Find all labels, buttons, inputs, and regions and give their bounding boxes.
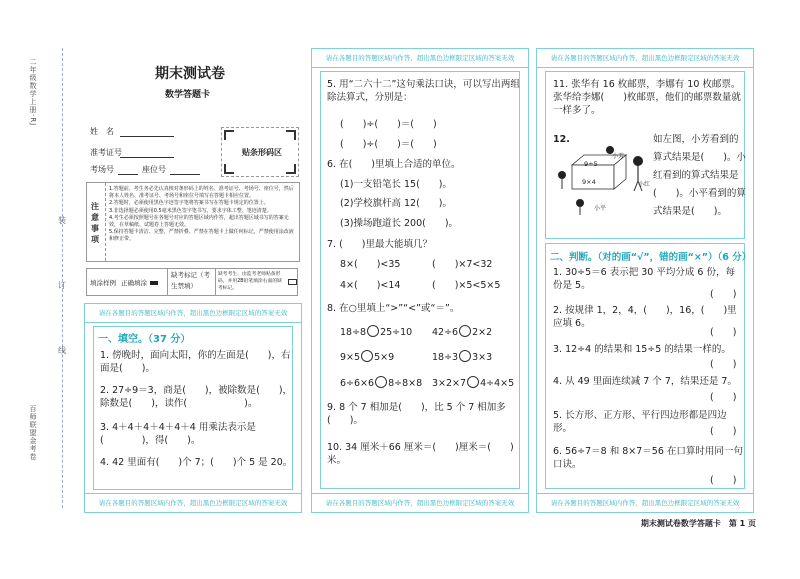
note-2: 2.答题时，必须使用黑色字迹签字笔将答案书写在答题卡规定的位置上。 — [109, 200, 269, 207]
note-4: 4.考生必须按照题号在各题号对应的答题区域内作答，超出答题区域书写的答案无效，在草稿纸、试题卷上答题无效。 — [109, 214, 289, 229]
q8: 8. 在○里填上“>”“<”或“＝”。 — [327, 303, 460, 314]
q1: 1. 傍晚时，面向太阳，你的左面是( )，右面是( )。 — [100, 350, 291, 374]
q12-number: 12. — [553, 134, 570, 145]
binding-char-2: 订 — [58, 281, 66, 290]
judge-answer-4[interactable]: ( ) — [710, 392, 737, 403]
q7-item-2: ( )×7<32 — [432, 259, 493, 270]
q8-row-3b: 3×2×7 4÷4×5 — [432, 378, 515, 389]
absent-note: 缺考考生，由监考老师贴条形码，并用2B铅笔填涂右面的缺考标记。 — [218, 272, 282, 291]
fill-sample-label: 填涂样例 — [90, 279, 116, 287]
judge-answer-2[interactable]: ( ) — [710, 327, 737, 338]
q3: 3. 4＋4＋4＋4＋4＋4 用乘法表示是( )，得( )。 — [100, 422, 256, 446]
q5-equation-2: ( )÷( )＝( ) — [340, 139, 437, 150]
compare-circle[interactable] — [361, 350, 373, 362]
seat-field[interactable] — [170, 174, 200, 175]
card-title: 期末测试卷 — [155, 66, 225, 82]
box-top-label: 9÷5 — [584, 160, 598, 168]
seat-label: 座位号 — [142, 165, 166, 174]
binding-char-1: 装 — [58, 216, 66, 225]
exam-no-field[interactable] — [120, 157, 174, 158]
barcode-label: 贴条形码区 — [242, 148, 282, 157]
box-front-label: 9×4 — [582, 178, 596, 186]
name-label: 姓 名 — [90, 127, 114, 136]
section1-heading: 一、填空。（37 分） — [98, 334, 191, 345]
q8-row-1a: 18÷8 25÷10 — [340, 327, 413, 338]
judge-item-5: 5. 长方形、正方形、平行四边形都是四边形。 — [553, 410, 727, 434]
judge-item-4: 4. 从 49 里面连续减 7 个 7，结果还是 7。 — [553, 376, 737, 387]
judge-answer-5[interactable]: ( ) — [710, 426, 737, 437]
note-3: 3.非选择题必须使用0.5毫米黑色签字笔书写，要求字体工整、笔迹清楚。 — [109, 207, 272, 214]
fill-correct-label: 正确填涂 — [121, 279, 147, 287]
judge-answer-3[interactable]: ( ) — [710, 359, 737, 370]
judge-answer-1[interactable]: ( ) — [710, 289, 737, 300]
q5: 5. 用“二六十二”这句乘法口诀，可以写出两组除法算式，分别是： — [327, 79, 520, 103]
q7: 7. ( )里最大能填几？ — [327, 239, 432, 250]
q4: 4. 42 里面有( )个 7；( )个 5 是 20。 — [100, 457, 293, 468]
exam-no-label: 准考证号 — [90, 148, 122, 157]
room-field[interactable] — [118, 174, 138, 175]
person-label-xiaofang: 小芳 — [612, 153, 625, 160]
publisher-label: 百师联盟金考卷 — [29, 405, 37, 461]
q5-equation-1: ( )÷( )＝( ) — [340, 119, 437, 130]
q7-item-3: 4×( )<14 — [340, 280, 401, 291]
q6-item-3: (3)操场跑道长 200( )。 — [340, 218, 459, 229]
judge-item-2: 2. 按规律 1，2，4，( )，16，( )里应填 6。 — [553, 305, 737, 329]
q7-item-1: 8×( )<35 — [340, 259, 401, 270]
panel-notice-top: 请在各题目的答题区域内作答，超出黑色边框限定区域的答案无效 — [85, 304, 301, 323]
judge-answer-6[interactable]: ( ) — [710, 475, 737, 486]
notes-title: 注意事项 — [91, 202, 99, 244]
q6-item-2: (2)学校旗杆高 12( )。 — [340, 198, 452, 209]
barcode-area — [221, 127, 299, 177]
fill-sample-mark — [150, 281, 158, 285]
binding-char-3: 线 — [58, 346, 66, 355]
panel-notice-bottom: 请在各题目的答题区域内作答，超出黑色边框限定区域的答案无效 — [312, 493, 528, 512]
judge-item-3: 3. 12÷4 的结果和 15÷5 的结果一样的。 — [553, 344, 731, 355]
compare-circle[interactable] — [467, 376, 479, 388]
q8-row-1b: 42÷6 2×2 — [432, 327, 493, 338]
room-label: 考场号 — [90, 165, 114, 174]
absent-mark[interactable] — [288, 279, 297, 285]
grade-label: 二年级数学上册·RJ — [29, 58, 37, 127]
q9: 9. 8 个 7 相加是( )，比 5 个 7 相加多( )。 — [327, 402, 506, 426]
page-footer: 期末测试卷数学答题卡 第 1 页 — [640, 519, 756, 528]
compare-circle[interactable] — [459, 325, 471, 337]
judge-heading: 二、判断。（对的画“√”，错的画“×”）（6 分） — [550, 252, 752, 263]
panel-notice-bottom: 请在各题目的答题区域内作答，超出黑色边框限定区域的答案无效 — [85, 493, 301, 512]
q6-item-1: (1)一支铅笔长 15( )。 — [340, 179, 452, 190]
panel-notice-top: 请在各题目的答题区域内作答，超出黑色边框限定区域的答案无效 — [537, 49, 753, 68]
compare-circle[interactable] — [375, 376, 387, 388]
panel-notice-top: 请在各题目的答题区域内作答，超出黑色边框限定区域的答案无效 — [312, 49, 528, 68]
q7-item-4: ( )×5<5×5 — [432, 280, 501, 291]
q8-row-2b: 18÷3 3×3 — [432, 352, 493, 363]
binding-line — [62, 48, 63, 508]
judge-item-6: 6. 56÷7＝8 和 8×7＝56 在口算时用同一句口诀。 — [553, 446, 743, 470]
q10: 10. 34 厘米＋66 厘米＝( )厘米＝( )米。 — [327, 442, 514, 466]
note-1: 1.答题前，考生务必先认真核对条形码上的姓名、准考证号、考场号、座位号，然后将本人姓名、准考证号、考场号和座位号填写在答题卡相应位置。 — [109, 186, 294, 200]
q8-row-3a: 6÷6×6 8÷8×8 — [340, 378, 423, 389]
fill-sample-box — [86, 268, 298, 296]
q11: 11. 张华有 16 枚邮票，李娜有 10 枚邮票。张华给李娜( )枚邮票，他们的邮票数量就一样多了。 — [553, 79, 741, 116]
compare-circle[interactable] — [367, 325, 379, 337]
panel-notice-bottom: 请在各题目的答题区域内作答，超出黑色边框限定区域的答案无效 — [537, 493, 753, 512]
q8-row-2a: 9×5 5×9 — [340, 352, 395, 363]
notes-box — [86, 182, 300, 262]
absent-label: 缺考标记（考生禁填） — [171, 271, 210, 290]
person-label-xiaoping: 小平 — [594, 205, 607, 212]
q2: 2. 27÷9＝3，商是( )，被除数是( )，除数是( )，读作( )。 — [100, 385, 293, 409]
card-subtitle: 数学答题卡 — [165, 90, 211, 100]
q6: 6. 在( )里填上合适的单位。 — [327, 159, 461, 170]
name-field[interactable] — [120, 136, 174, 137]
note-5: 5.保持答题卡清洁、完整，严禁折叠、严禁在答题卡上做任何标记，严禁使用涂改液和修正带。 — [109, 229, 294, 243]
judge-item-1: 1. 30÷5＝6 表示把 30 平均分成 6 份，每份是 5。 — [553, 267, 735, 291]
q12: 如左图，小芳看到的算式结果是( )。小红看到的算式结果是( )。小平看到的算式结果是( )。 — [653, 134, 746, 217]
person-label-xiaohong: 小红 — [638, 181, 651, 188]
compare-circle[interactable] — [459, 350, 471, 362]
